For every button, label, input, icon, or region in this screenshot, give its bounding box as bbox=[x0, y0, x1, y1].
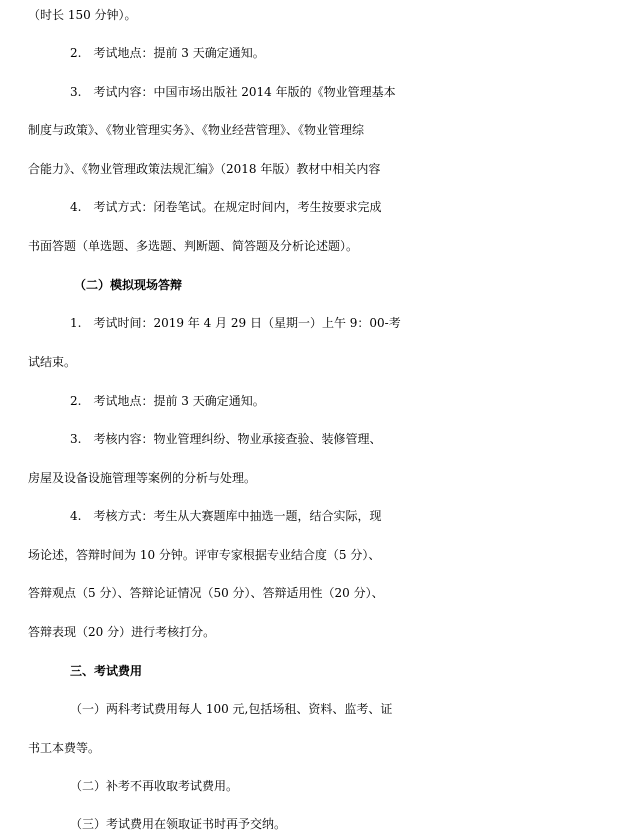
text-line: 3. 考试内容：中国市场出版社 2014 年版的《物业管理基本 bbox=[70, 85, 396, 99]
text-line: 2. 考试地点：提前 3 天确定通知。 bbox=[70, 394, 265, 408]
text-line: 答辩表现（20 分）进行考核打分。 bbox=[28, 625, 216, 639]
text-line: 4. 考试方式：闭卷笔试。在规定时间内，考生按要求完成 bbox=[70, 200, 382, 214]
text-line: 场论述，答辩时间为 10 分钟。评审专家根据专业结合度（5 分）、 bbox=[28, 548, 381, 562]
text-line: 合能力》、《物业管理政策法规汇编》（2018 年版）教材中相关内容 bbox=[28, 162, 381, 176]
subsection-heading: （二）模拟现场答辩 bbox=[74, 278, 183, 292]
text-line: 答辩观点（5 分）、答辩论证情况（50 分）、答辩适用性（20 分）、 bbox=[28, 586, 384, 600]
section-heading: 三、考试费用 bbox=[70, 664, 143, 678]
text-line: 1. 考试时间：2019 年 4 月 29 日（星期一）上午 9：00-考 bbox=[70, 316, 401, 330]
text-line: （三）考试费用在领取证书时再予交纳。 bbox=[70, 817, 287, 831]
text-line: 房屋及设备设施管理等案例的分析与处理。 bbox=[28, 471, 257, 485]
text-line: 书面答题（单选题、多选题、判断题、简答题及分析论述题）。 bbox=[28, 239, 359, 253]
text-line: 书工本费等。 bbox=[28, 741, 101, 755]
text-line: 2. 考试地点：提前 3 天确定通知。 bbox=[70, 46, 265, 60]
text-line: 试结束。 bbox=[28, 355, 77, 369]
text-line: （一）两科考试费用每人 100 元,包括场租、资料、监考、证 bbox=[70, 702, 393, 716]
text-line: （二）补考不再收取考试费用。 bbox=[70, 779, 239, 793]
text-line: 制度与政策》、《物业管理实务》、《物业经营管理》、《物业管理综 bbox=[28, 123, 365, 137]
text-line: 4. 考核方式：考生从大赛题库中抽选一题，结合实际，现 bbox=[70, 509, 382, 523]
text-line: 3. 考核内容：物业管理纠纷、物业承接查验、装修管理、 bbox=[70, 432, 382, 446]
text-line: （时长 150 分钟）。 bbox=[28, 8, 137, 22]
